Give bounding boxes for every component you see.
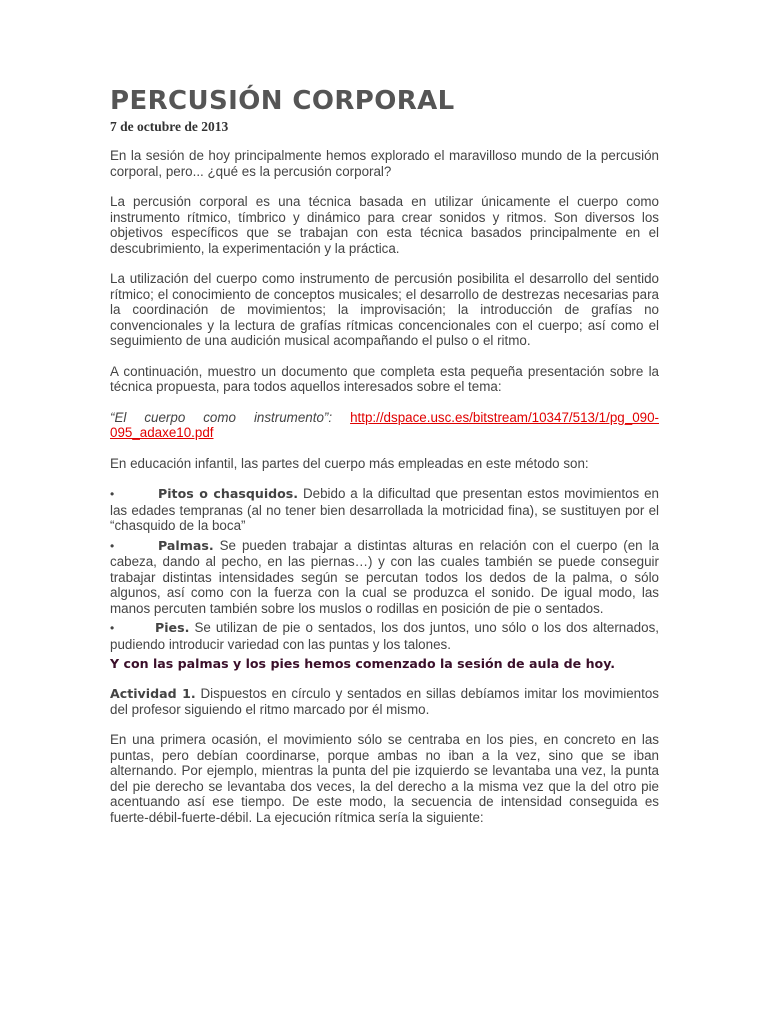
list-item-term: Pitos o chasquidos. xyxy=(158,486,299,501)
list-item-term: Pies. xyxy=(155,620,190,635)
resource-link[interactable]: http://dspace.usc.es/bitstream/10347/513/1/pg_090-095_adaxe10.pdf xyxy=(110,409,659,440)
intro-paragraph: En la sesión de hoy principalmente hemos explorado el maravilloso mundo de la percusión corporal, pero... ¿qué es la percusión corporal? xyxy=(110,148,659,179)
activity-paragraph xyxy=(110,686,659,717)
list-item-term: Palmas. xyxy=(158,537,214,553)
list-item-text: Se utilizan de pie o sentados, los dos juntos, uno sólo o los dos alternados, pudiendo introducir variedad con las puntas y los talones. xyxy=(110,620,659,652)
closing-paragraph: En una primera ocasión, el movimiento sólo se centraba en los pies, en concreto en las puntas, pero debían coordinarse, porque ambas no iban a la vez, sino que se iban alternando. Por ejemplo, mientras la punta del pie izquierdo se levantaba una vez, la punta del pie derecho se levantaba dos veces, la del derecho a la misma vez que la del otro pie acentuando así ese tiempo. De este modo, la secuencia de intensidad conseguida es fuerte-débil-fuerte-débil. La ejecución rítmica sería la siguiente: xyxy=(110,732,659,825)
list-item-text: Se pueden trabajar a distintas alturas en relación con el cuerpo (en la cabeza, dando al pecho, en las piernas…) y con las cuales también se puede conseguir trabajar distintas intensidades según se percutan todos los dedos de la palma, o sólo algunos, así como con la fuerza con la cual se produzca el sonido. De igual modo, las manos percuten también sobre los muslos o rodillas en posición de pie o sentados. xyxy=(110,537,659,616)
document-intro-paragraph: A continuación, muestro un documento que completa esta pequeña presentación sobre la técnica propuesta, para todos aquellos interesados sobre el tema: xyxy=(110,363,659,394)
list-item xyxy=(110,538,659,617)
page-title: PERCUSIÓN CORPORAL xyxy=(110,86,455,116)
list-item xyxy=(110,620,659,652)
post-date: 7 de octubre de 2013 xyxy=(110,119,229,134)
definition-paragraph: La percusión corporal es una técnica basada en utilizar únicamente el cuerpo como instrumento rítmico, tímbrico y dinámico para crear sonidos y ritmos. Son diversos los objetivos específicos que se trabajan con esta técnica basados principalmente en el descubrimiento, la experimentación y la práctica. xyxy=(110,194,659,256)
benefits-paragraph: La utilización del cuerpo como instrumento de percusión posibilita el desarrollo del sentido rítmico; el conocimiento de conceptos musicales; el desarrollo de destrezas necesarias para la coordinación de movimientos; la improvisación; la introducción de grafías no convencionales y la lectura de grafías rítmicas concencionales con el cuerpo; así como el seguimiento de una audición musical acompañando el pulso o el ritmo. xyxy=(110,271,659,348)
bullet-symbol: • xyxy=(110,487,115,501)
bullet-symbol: • xyxy=(110,621,115,635)
bullet-symbol: • xyxy=(110,538,115,553)
resource-label: “El cuerpo como instrumento”: xyxy=(110,409,333,425)
activity-text: Dispuestos en círculo y sentados en sillas debíamos imitar los movimientos del profesor siguiendo el ritmo marcado por él mismo. xyxy=(110,686,659,717)
resource-paragraph xyxy=(110,410,659,441)
body-parts-intro: En educación infantil, las partes del cuerpo más empleadas en este método son: xyxy=(110,455,589,471)
list-item-text: Debido a la dificultad que presentan estos movimientos en las edades tempranas (al no tener bien desarrollada la motricidad fina), se sustituyen por el “chasquido de la boca” xyxy=(110,486,659,533)
document-content xyxy=(110,86,659,840)
list-item xyxy=(110,486,659,534)
session-highlight: Y con las palmas y los pies hemos comenzado la sesión de aula de hoy. xyxy=(110,656,616,671)
activity-label: Actividad 1. xyxy=(110,686,196,701)
